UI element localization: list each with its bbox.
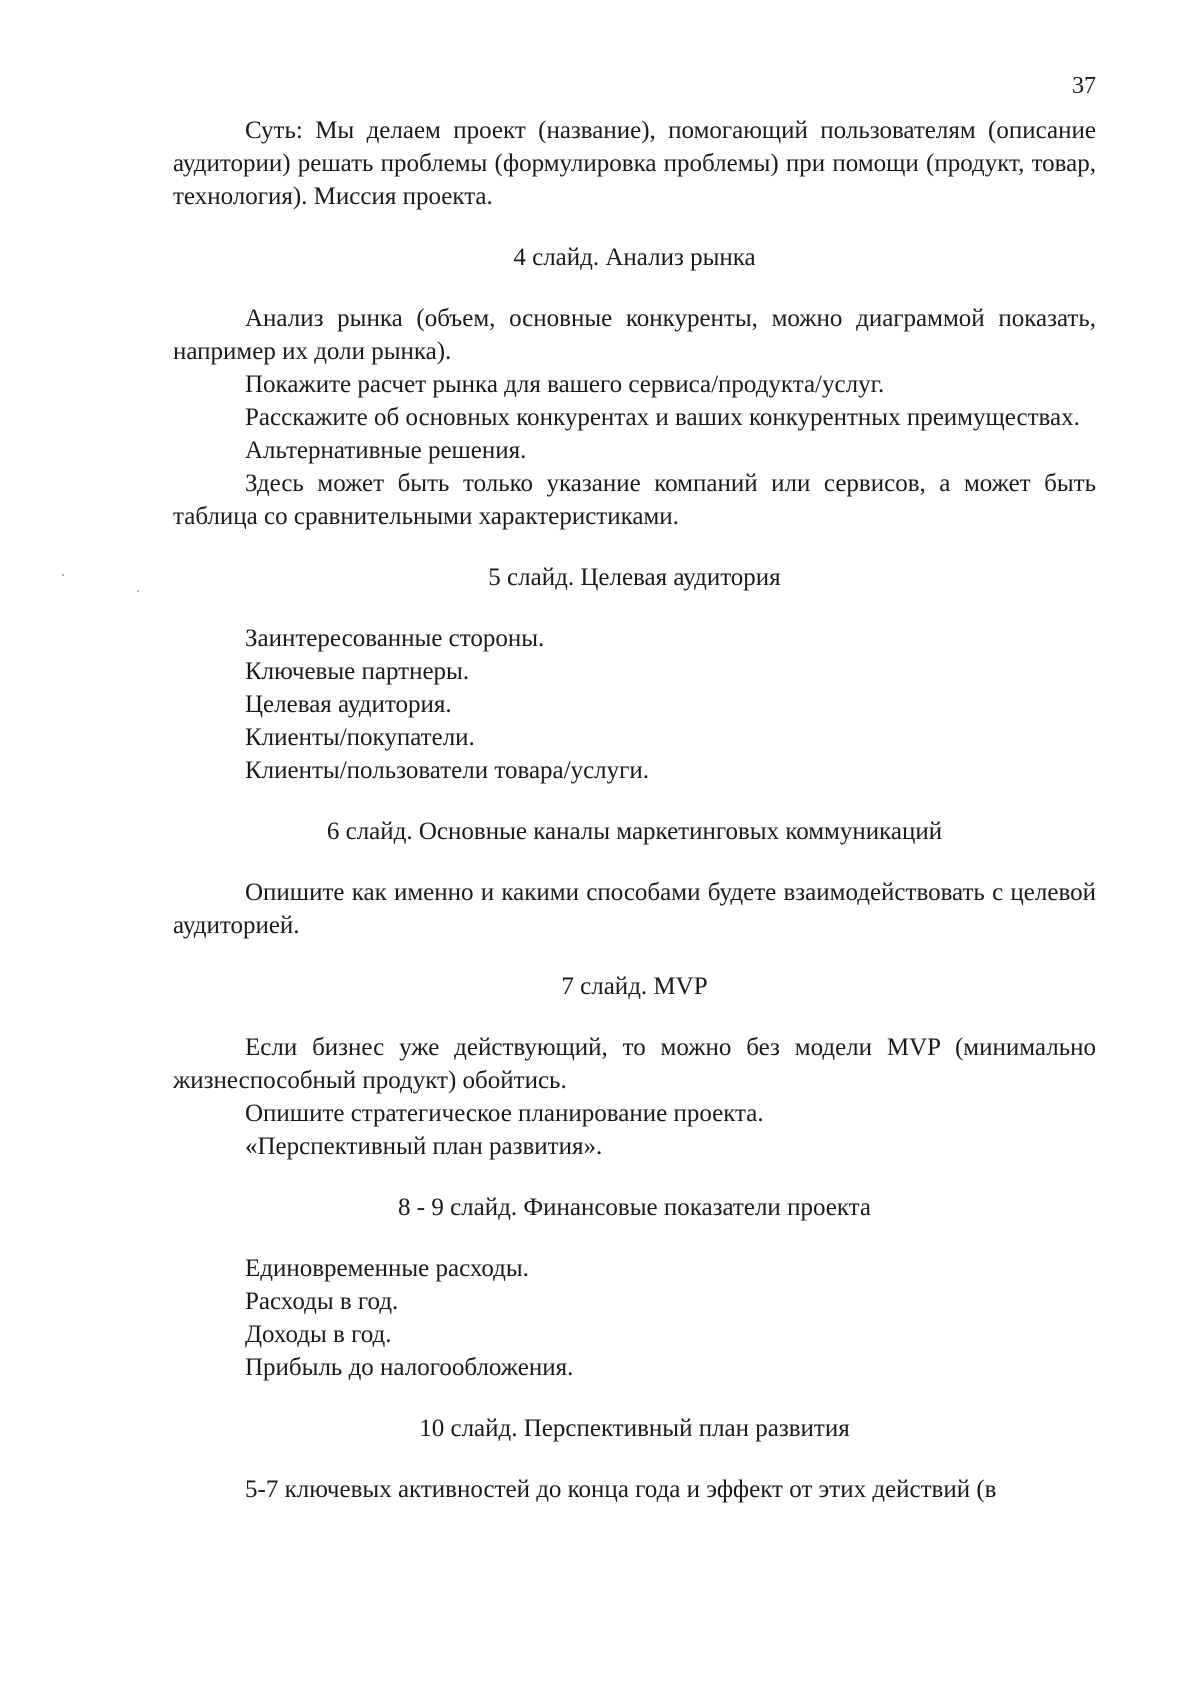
paragraph: Опишите стратегическое планирование проекта. — [245, 1100, 764, 1127]
section-heading: 6 слайд. Основные каналы маркетинговых коммуникаций — [326, 818, 943, 845]
list-item: Расходы в год. — [245, 1288, 399, 1315]
paragraph: Покажите расчет рынка для вашего сервиса/продукта/услуг. — [245, 371, 885, 398]
scan-speck — [62, 574, 64, 576]
list-item: Заинтересованные стороны. — [245, 625, 545, 652]
list-item: Клиенты/пользователи товара/услуги. — [245, 757, 650, 784]
list-item: Единовременные расходы. — [245, 1255, 529, 1282]
list-item: Прибыль до налогообложения. — [245, 1354, 574, 1381]
paragraph: 5-7 ключевых активностей до конца года и эффект от этих действий (в — [245, 1476, 997, 1503]
paragraph: «Перспективный план развития». — [245, 1133, 603, 1160]
paragraph: Суть: Мы делаем проект (название), помогающий пользователям (описание аудитории) решать проблемы (формулировка проблемы) при помощи (продукт, товар, технология). Миссия проекта. — [173, 117, 1096, 210]
paragraph: Если бизнес уже действующий, то можно без модели MVP (минимально жизнеспособный продукт) обойтись. — [173, 1034, 1096, 1094]
list-item: Доходы в год. — [245, 1321, 392, 1348]
list-item: Ключевые партнеры. — [245, 658, 470, 685]
section-heading: 5 слайд. Целевая аудитория — [488, 564, 781, 591]
page-number: 37 — [1072, 73, 1096, 99]
paragraph: Альтернативные решения. — [245, 437, 527, 464]
paragraph: Анализ рынка (объем, основные конкуренты, можно диаграммой показать, например их доли рынка). — [173, 305, 1096, 365]
paragraph: Здесь может быть только указание компаний или сервисов, а может быть таблица со сравнительными характеристиками. — [173, 470, 1096, 530]
scan-speck — [137, 590, 139, 592]
section-heading: 8 - 9 слайд. Финансовые показатели проекта — [398, 1194, 871, 1221]
list-item: Клиенты/покупатели. — [245, 724, 475, 751]
list-item: Целевая аудитория. — [245, 691, 452, 718]
section-heading: 7 слайд. MVP — [561, 973, 708, 1000]
section-heading: 10 слайд. Перспективный план развития — [419, 1415, 850, 1442]
paragraph: Опишите как именно и какими способами будете взаимодействовать с целевой аудиторией. — [173, 879, 1096, 939]
section-heading: 4 слайд. Анализ рынка — [513, 244, 756, 271]
page-body — [173, 114, 1096, 1506]
paragraph: Расскажите об основных конкурентах и ваших конкурентных преимуществах. — [245, 404, 1080, 431]
